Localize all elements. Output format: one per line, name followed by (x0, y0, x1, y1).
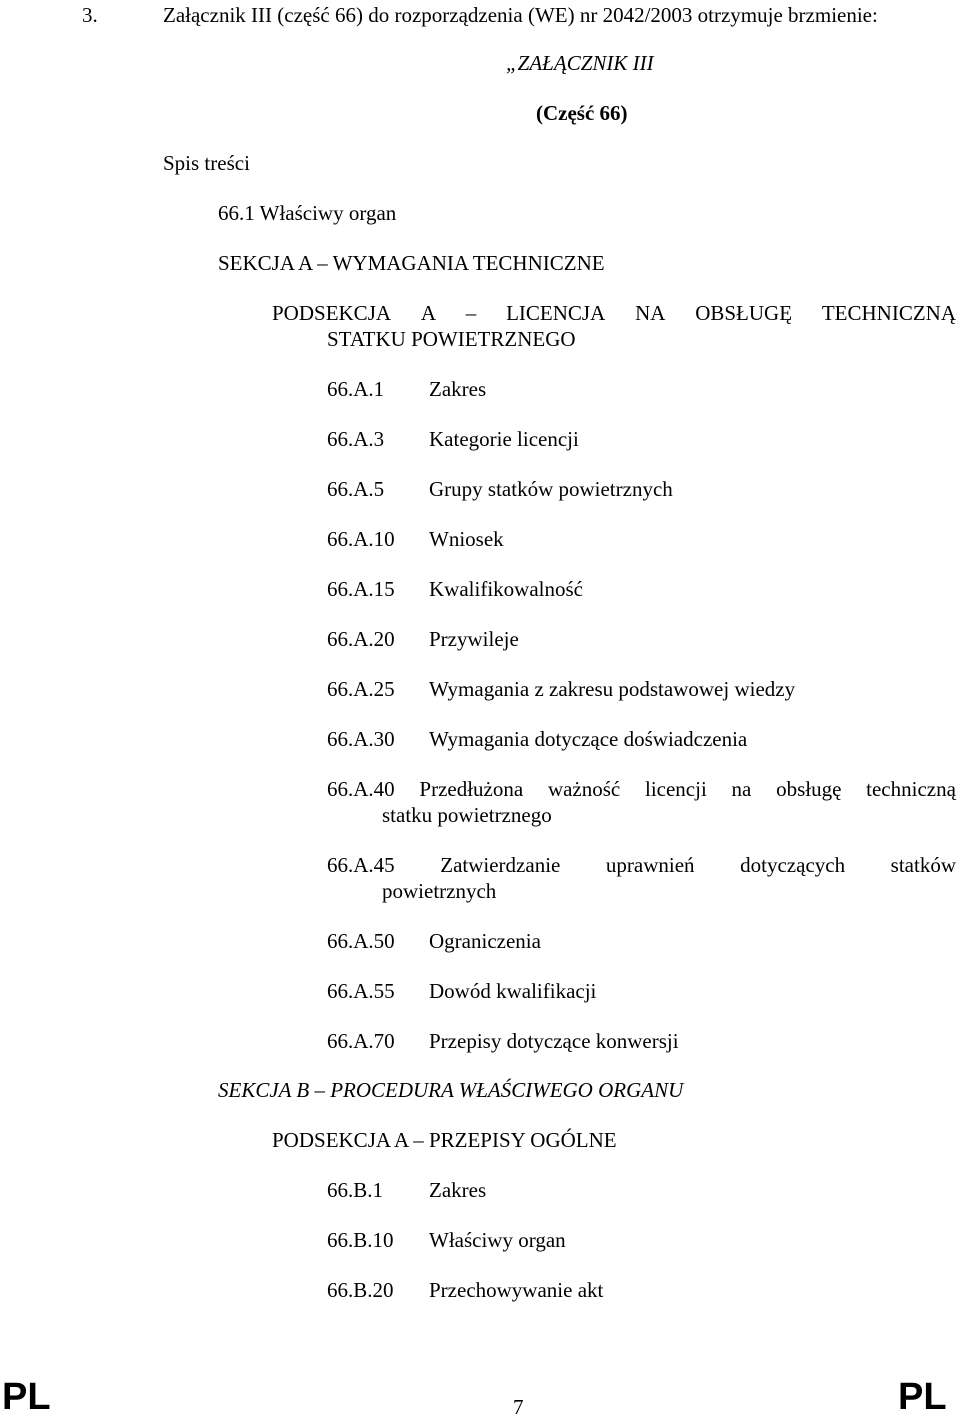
word: TECHNICZNĄ (821, 301, 956, 325)
word: PODSEKCJA (272, 301, 392, 325)
word: ważność (547, 777, 621, 801)
word: NA (635, 301, 666, 325)
word: dotyczących (740, 853, 846, 877)
page-number: 7 (513, 1395, 524, 1419)
word: Przedłużona (419, 777, 524, 801)
toc-item-code: 66.A.1 (327, 377, 385, 401)
subsection-a-heading (272, 300, 956, 326)
toc-item-title: Przywileje (429, 627, 519, 651)
toc-item-66-1: 66.1 Właściwy organ (218, 201, 397, 225)
toc-item-code: 66.A.15 (327, 577, 395, 601)
word: na (731, 777, 752, 801)
toc-item-title: Właściwy organ (429, 1228, 566, 1252)
word: statków (890, 853, 956, 877)
toc-heading: Spis treści (163, 151, 250, 175)
toc-item-title: Zakres (429, 1178, 487, 1202)
toc-item-code: 66.A.50 (327, 929, 395, 953)
annex-part: (Część 66) (536, 101, 628, 125)
subsection-b-heading: PODSEKCJA A – PRZEPISY OGÓLNE (272, 1128, 617, 1152)
toc-item-code: 66.A.10 (327, 527, 395, 551)
word: uprawnień (605, 853, 695, 877)
intro-number: 3. (82, 3, 98, 27)
toc-item-code: 66.A.3 (327, 427, 385, 451)
toc-item-code: 66.A.45 (327, 853, 395, 877)
toc-item-a40-cont: statku powietrznego (382, 803, 552, 827)
toc-item-code: 66.A.55 (327, 979, 395, 1003)
section-a-heading: SEKCJA A – WYMAGANIA TECHNICZNE (218, 251, 605, 275)
toc-item-a45 (327, 852, 956, 878)
word: licencji (644, 777, 707, 801)
toc-item-title: Zakres (429, 377, 487, 401)
footer-lang-right: PL (898, 1376, 947, 1418)
toc-item-code: 66.B.1 (327, 1178, 384, 1202)
toc-item-title: Grupy statków powietrznych (429, 477, 673, 501)
toc-item-title: Wniosek (429, 527, 504, 551)
toc-item-title: Kategorie licencji (429, 427, 579, 451)
intro-text: Załącznik III (część 66) do rozporządzenia (WE) nr 2042/2003 otrzymuje brzmienie: (163, 3, 878, 27)
toc-item-title: Wymagania z zakresu podstawowej wiedzy (429, 677, 796, 701)
toc-item-code: 66.A.40 (327, 777, 395, 801)
toc-item-a45-cont: powietrznych (382, 879, 497, 903)
word: A (420, 301, 436, 325)
word: OBSŁUGĘ (695, 301, 793, 325)
annex-title: „ZAŁĄCZNIK III (506, 51, 654, 75)
section-b-heading: SEKCJA B – PROCEDURA WŁAŚCIWEGO ORGANU (218, 1078, 684, 1102)
word: Zatwierdzanie (440, 853, 561, 877)
toc-item-title: Ograniczenia (429, 929, 541, 953)
toc-item-code: 66.A.25 (327, 677, 395, 701)
toc-item-code: 66.B.10 (327, 1228, 394, 1252)
toc-item-title: Przepisy dotyczące konwersji (429, 1029, 679, 1053)
toc-item-title: Dowód kwalifikacji (429, 979, 597, 1003)
subsection-a-heading-cont: STATKU POWIETRZNEGO (327, 327, 576, 351)
toc-item-title: Kwalifikowalność (429, 577, 583, 601)
toc-item-code: 66.B.20 (327, 1278, 394, 1302)
toc-item-code: 66.A.20 (327, 627, 395, 651)
word: obsługę (776, 777, 842, 801)
toc-item-code: 66.A.5 (327, 477, 385, 501)
toc-item-title: Wymagania dotyczące doświadczenia (429, 727, 748, 751)
word: techniczną (866, 777, 956, 801)
toc-item-code: 66.A.70 (327, 1029, 395, 1053)
word: LICENCJA (506, 301, 606, 325)
word: – (465, 301, 477, 325)
toc-item-code: 66.A.30 (327, 727, 395, 751)
footer-lang-left: PL (2, 1376, 51, 1418)
toc-item-a40 (327, 776, 956, 802)
toc-item-title: Przechowywanie akt (429, 1278, 604, 1302)
